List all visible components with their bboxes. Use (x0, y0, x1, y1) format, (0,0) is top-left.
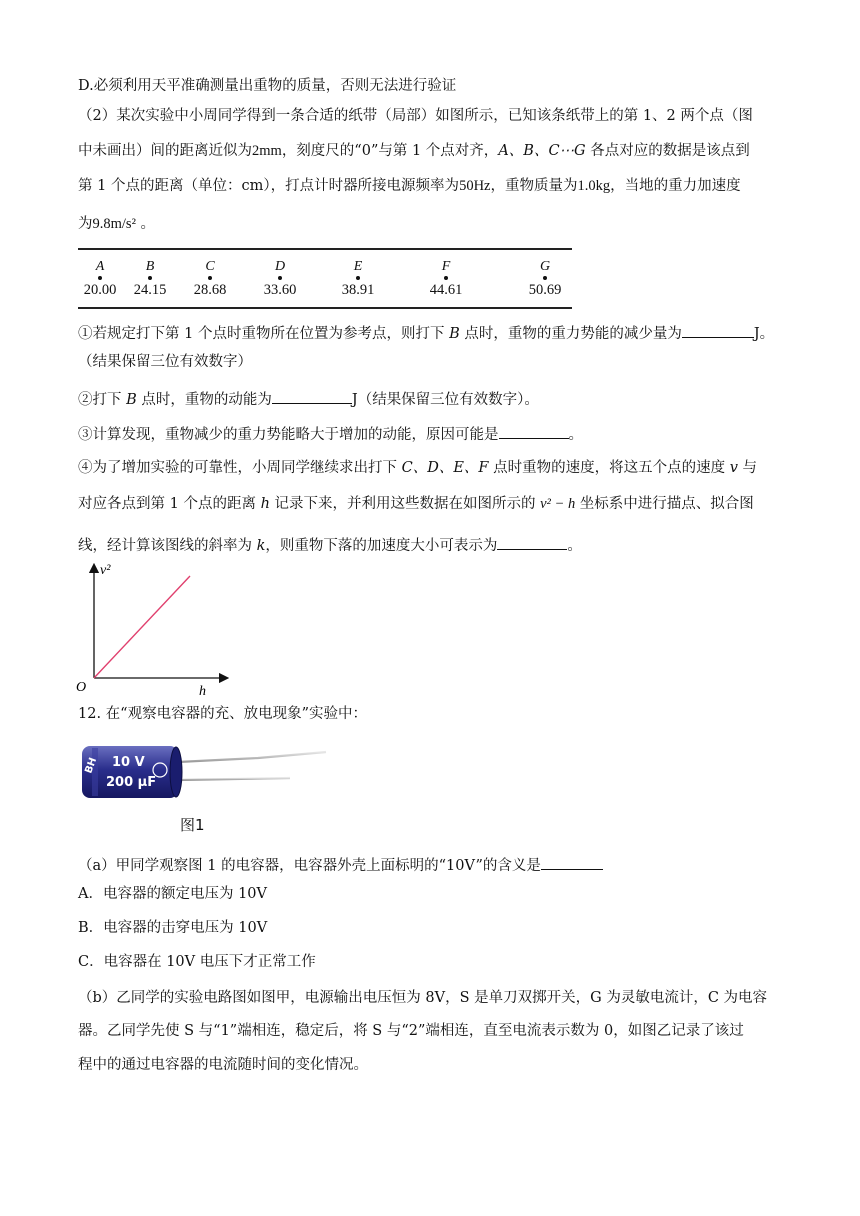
points-label: A、B、C⋯G (498, 143, 586, 159)
text-segment: 对应各点到第 1 个点的距离 (78, 496, 261, 512)
option-a: A．电容器的额定电压为 10V (78, 886, 268, 902)
tape-point-label: F (441, 259, 451, 274)
point-b: B (449, 326, 460, 342)
question-3 (78, 424, 583, 445)
paragraph-2-line-1: （2）某次实验中小周同学得到一条合适的纸带（局部）如图所示，已知该条纸带上的第 1、2 两个点（图 (78, 108, 753, 124)
option-b: B．电容器的击穿电压为 10V (78, 920, 268, 936)
text-segment: 。 (135, 216, 156, 232)
question-4-line-1 (78, 458, 757, 478)
y-axis-label: v² (100, 563, 111, 578)
tape-point-value: 38.91 (341, 282, 375, 298)
distance-value: 2mm (252, 143, 282, 159)
text-segment: （a）甲同学观察图 1 的电容器，电容器外壳上面标明的“10V”的含义是 (78, 858, 541, 874)
answer-blank[interactable] (499, 424, 569, 439)
height-symbol: h (260, 496, 270, 512)
text-segment: 坐标系中进行描点、拟合图 (575, 496, 754, 512)
tape-dot (543, 276, 547, 280)
point-b: B (126, 392, 137, 408)
capacitor-lead-1 (178, 752, 326, 762)
text-segment: 点时，重物的重力势能的减少量为 (459, 326, 682, 342)
capacitor-lead-2 (178, 778, 290, 780)
question-b-line-3: 程中的通过电容器的电流随时间的变化情况。 (78, 1057, 368, 1073)
paragraph-2-line-4 (78, 214, 155, 234)
question-4-line-2 (78, 494, 754, 514)
question-b-line-2: 器。乙同学先使 S 与“1”端相连，稳定后，将 S 与“2”端相连，直至电流表示数为 0，如图乙记录了该过 (78, 1023, 744, 1039)
text-segment: 记录下来，并利用这些数据在如图所示的 (269, 496, 541, 512)
text-segment: 点时重物的速度，将这五个点的速度 (488, 460, 730, 476)
text-segment: ④为了增加实验的可靠性，小周同学继续求出打下 (78, 460, 402, 476)
question-2 (78, 389, 539, 410)
mass-value: 1.0kg (577, 178, 611, 194)
tape-dot (98, 276, 102, 280)
question-b-line-1: （b）乙同学的实验电路图如图甲，电源输出电压恒为 8V，S 是单刀双掷开关，G 为灵敏电流计，C 为电容 (78, 990, 768, 1006)
tape-top-edge (78, 248, 572, 250)
text-segment: 。 (568, 427, 583, 443)
answer-blank[interactable] (272, 389, 352, 404)
tape-point-value: 24.15 (133, 282, 167, 298)
tape-point-label: A (95, 259, 105, 274)
tape-dot (444, 276, 448, 280)
tape-point-label: G (539, 259, 551, 274)
capacitor-brand: BH (83, 756, 100, 776)
option-c: C．电容器在 10V 电压下才正常工作 (78, 954, 316, 970)
tape-point-label: B (145, 259, 155, 274)
option-d-text: D.必须利用天平准确测量出重物的质量，否则无法进行验证 (78, 78, 457, 94)
text-segment: 为 (78, 216, 93, 232)
answer-blank[interactable] (682, 323, 754, 338)
question-a (78, 855, 603, 876)
text-segment: 第 1 个点的距离（单位：cm），打点计时器所接电源频率为 (78, 178, 460, 194)
paragraph-2-line-2 (78, 141, 750, 161)
text-segment: J（结果保留三位有效数字）。 (351, 392, 539, 408)
tape-point-value: 44.61 (429, 282, 463, 298)
tape-point-label: E (353, 259, 363, 274)
tape-point-g (515, 259, 575, 299)
text-segment: 中未画出）间的距离近似为 (78, 143, 252, 159)
question-4-line-3 (78, 535, 582, 556)
v2-h-graph (74, 560, 234, 700)
capacitor-image (78, 740, 338, 806)
paragraph-2-line-3 (78, 176, 741, 196)
tape-dot (278, 276, 282, 280)
tape-dot (356, 276, 360, 280)
tape-point-value: 28.68 (193, 282, 227, 298)
axis-expression: v² − h (540, 496, 576, 512)
text-segment: 线，经计算该图线的斜率为 (78, 538, 257, 554)
problem-12-title: 12. 在“观察电容器的充、放电现象”实验中： (78, 706, 367, 722)
text-segment: 点时，重物的动能为 (136, 392, 272, 408)
x-axis-label: h (199, 684, 206, 699)
frequency-value: 50Hz (459, 178, 491, 194)
tape-point-d (250, 259, 310, 299)
figure-1-caption: 图1 (180, 816, 205, 834)
answer-blank[interactable] (497, 535, 567, 550)
text-segment: 各点对应的数据是该点到 (585, 143, 750, 159)
text-segment: J。 (753, 326, 775, 342)
tape-point-b (120, 259, 180, 299)
tape-dot (208, 276, 212, 280)
tape-bottom-edge (78, 307, 572, 309)
tape-dot (148, 276, 152, 280)
text-segment: ，当地的重力加速度 (610, 178, 741, 194)
question-1 (78, 323, 774, 344)
question-1-note: （结果保留三位有效数字） (78, 354, 252, 370)
velocity-symbol: v (729, 460, 738, 476)
answer-blank[interactable] (541, 855, 603, 870)
text-segment: ②打下 (78, 392, 127, 408)
text-segment: ，重物质量为 (490, 178, 578, 194)
capacitor-capacitance: 200 μF (106, 775, 157, 790)
gravity-value: 9.8m/s² (92, 216, 136, 232)
slope-symbol: k (256, 538, 266, 554)
origin-label: O (76, 680, 87, 695)
text-segment: 与 (737, 460, 758, 476)
capacitor-voltage: 10 V (112, 755, 145, 770)
tape-point-value: 33.60 (263, 282, 297, 298)
text-segment: 。 (567, 538, 582, 554)
text-segment: ③计算发现，重物减少的重力势能略大于增加的动能，原因可能是 (78, 427, 499, 443)
tape-point-label: C (205, 259, 215, 274)
text-segment: ，则重物下落的加速度大小可表示为 (265, 538, 498, 554)
tape-point-f (416, 259, 476, 299)
points-label: C、D、E、F (401, 460, 489, 476)
tape-point-label: D (274, 259, 286, 274)
text-segment: ，刻度尺的“0”与第 1 个点对齐， (281, 143, 499, 159)
tape-point-value: 20.00 (83, 282, 117, 298)
text-segment: ①若规定打下第 1 个点时重物所在位置为参考点，则打下 (78, 326, 450, 342)
tape-point-value: 50.69 (528, 282, 562, 298)
tape-point-c (180, 259, 240, 299)
tape-point-e (328, 259, 388, 299)
fit-line (94, 576, 190, 678)
